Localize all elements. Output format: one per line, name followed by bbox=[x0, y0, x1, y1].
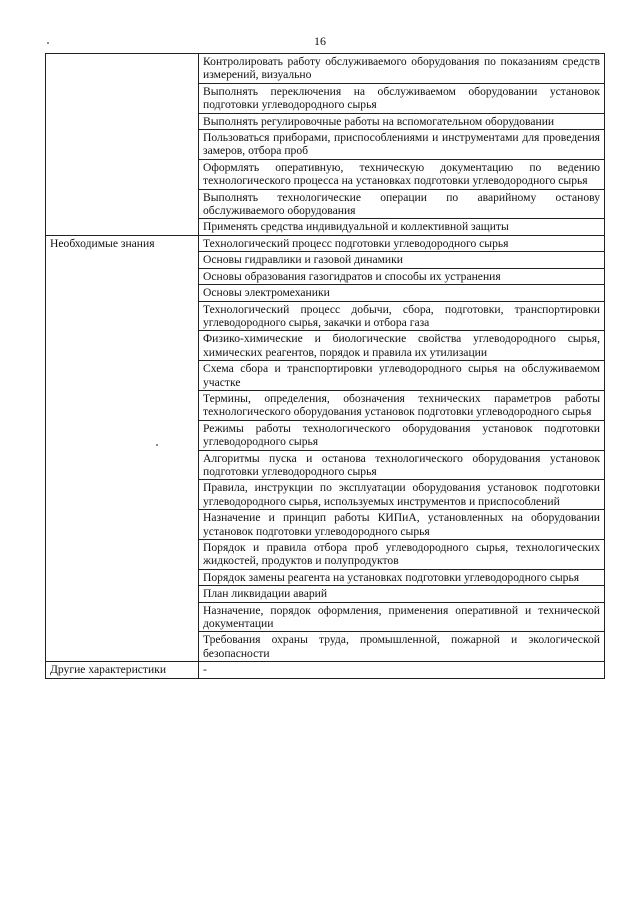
page-number: 16 bbox=[314, 34, 326, 48]
requirement-item: Термины, определения, обозначения технических параметров работы технологического оборудования установок подготовки углеводородного сырья bbox=[199, 390, 605, 420]
requirement-item: Технологический процесс подготовки углеводородного сырья bbox=[199, 235, 605, 251]
requirement-item: Основы электромеханики bbox=[199, 285, 605, 301]
requirement-item: Физико-химические и биологические свойства углеводородного сырья, химических реагентов, порядок и правила их утилизации bbox=[199, 331, 605, 361]
requirement-item: Назначение и принцип работы КИПиА, установленных на оборудовании установок подготовки углеводородного сырья bbox=[199, 510, 605, 540]
requirements-table bbox=[45, 53, 605, 679]
requirement-item: План ликвидации аварий bbox=[199, 586, 605, 602]
requirement-item: Оформлять оперативную, техническую документацию по ведению технологического процесса на установках подготовки углеводородного сырья bbox=[199, 159, 605, 189]
row-group-label bbox=[46, 54, 199, 236]
requirement-item: Применять средства индивидуальной и коллективной защиты bbox=[199, 219, 605, 235]
row-group-label: Другие характеристики bbox=[46, 662, 199, 678]
requirement-item: Технологический процесс добычи, сбора, подготовки, транспортировки углеводородного сырья, закачки и отбора газа bbox=[199, 301, 605, 331]
scan-speck bbox=[156, 444, 158, 446]
requirement-item: Порядок замены реагента на установках подготовки углеводородного сырья bbox=[199, 569, 605, 585]
requirement-item: Требования охраны труда, промышленной, пожарной и экологической безопасности bbox=[199, 632, 605, 662]
table-row bbox=[46, 662, 605, 678]
requirement-item: Режимы работы технологического оборудования установок подготовки углеводородного сырья bbox=[199, 420, 605, 450]
requirement-item: Выполнять технологические операции по аварийному останову обслуживаемого оборудования bbox=[199, 189, 605, 219]
row-group-label: Необходимые знания bbox=[46, 235, 199, 661]
requirement-item: Контролировать работу обслуживаемого оборудования по показаниям средств измерений, визуально bbox=[199, 54, 605, 84]
requirement-item: Выполнять регулировочные работы на вспомогательном оборудовании bbox=[199, 113, 605, 129]
requirement-item: Алгоритмы пуска и останова технологического оборудования установок подготовки углеводородного сырья bbox=[199, 450, 605, 480]
requirement-item: Порядок и правила отбора проб углеводородного сырья, технологических жидкостей, продуктов и полупродуктов bbox=[199, 540, 605, 570]
requirement-item: Схема сбора и транспортировки углеводородного сырья на обслуживаемом участке bbox=[199, 361, 605, 391]
requirement-item: Основы образования газогидратов и способы их устранения bbox=[199, 268, 605, 284]
requirement-item: Выполнять переключения на обслуживаемом оборудовании установок подготовки углеводородного сырья bbox=[199, 83, 605, 113]
table-row bbox=[46, 235, 605, 251]
requirement-item: Правила, инструкции по эксплуатации оборудования установок подготовки углеводородного сырья, используемых инструментов и приспособлений bbox=[199, 480, 605, 510]
scan-speck bbox=[47, 42, 49, 44]
table-row bbox=[46, 54, 605, 84]
requirement-item: Пользоваться приборами, приспособлениями и инструментами для проведения замеров, отбора проб bbox=[199, 130, 605, 160]
requirement-item: Основы гидравлики и газовой динамики bbox=[199, 252, 605, 268]
requirement-item: Назначение, порядок оформления, применения оперативной и технической документации bbox=[199, 602, 605, 632]
requirement-item: - bbox=[199, 662, 605, 678]
